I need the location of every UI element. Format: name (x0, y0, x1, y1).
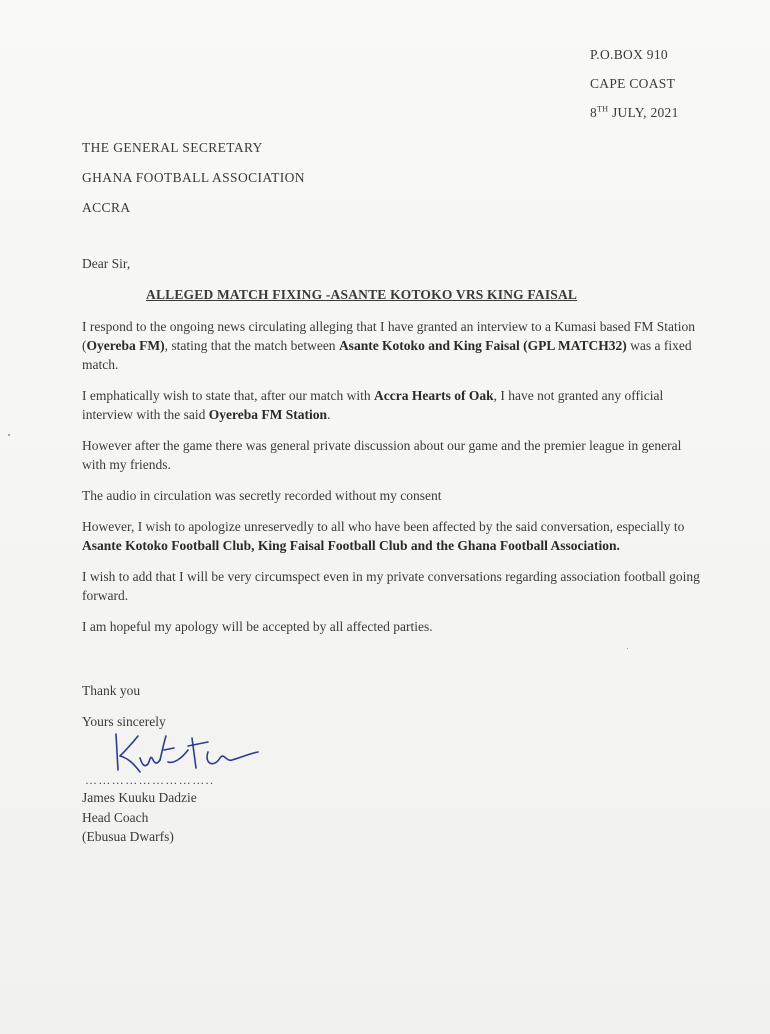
p1-bold-match: Asante Kotoko and King Faisal (GPL MATCH32) (338, 338, 627, 353)
p2-text-c: , I have not granted any official interview with the said (82, 388, 664, 422)
p1-bold-station: Oyereba FM) (86, 338, 165, 353)
scan-speck (627, 648, 628, 649)
paragraph-6: I wish to add that I will be very circumspect even in my private conversations regarding association football going forward. (82, 569, 700, 603)
letter-body (82, 317, 707, 648)
handwritten-signature (108, 728, 268, 778)
signature-line: ……………………….. (85, 773, 215, 787)
salutation: Dear Sir, (82, 256, 131, 271)
p5-text-a: However, I wish to apologize unreservedly to all who have been affected by the said conversation, especially to (82, 519, 685, 534)
paragraph-3: However after the game there was general private discussion about our game and the premier league in general with my friends. (82, 438, 682, 472)
scan-speck (8, 434, 10, 436)
subject-heading: ALLEGED MATCH FIXING -ASANTE KOTOKO VRS KING FAISAL (146, 287, 578, 302)
paragraph-7: I am hopeful my apology will be accepted by all affected parties. (82, 619, 433, 634)
signatory-block (82, 788, 197, 847)
sender-city: CAPE COAST (590, 76, 676, 91)
p1-text-a: I respond to the ongoing news circulating alleging that I have granted an interview to a Kumasi based FM Station ( (82, 319, 695, 353)
signatory-club: (Ebusua Dwarfs) (82, 829, 174, 844)
paragraph-1 (82, 317, 707, 374)
p2-text-a: I emphatically wish to state that, after our match with (82, 388, 375, 403)
p1-text-e: was a fixed match. (82, 338, 692, 372)
recipient-line-1: THE GENERAL SECRETARY (82, 140, 263, 155)
paragraph-4: The audio in circulation was secretly recorded without my consent (82, 488, 442, 503)
recipient-address (82, 133, 305, 223)
p2-bold-club: Accra Hearts of Oak (374, 388, 494, 403)
paragraph-5 (82, 517, 707, 555)
paragraph-2 (82, 386, 707, 424)
signatory-name: James Kuuku Dadzie (82, 790, 197, 805)
date-suffix: TH (597, 104, 609, 114)
closing-thanks: Thank you (82, 683, 141, 698)
recipient-line-3: ACCRA (82, 200, 131, 215)
p2-text-e: . (326, 407, 331, 422)
p5-bold-parties: Asante Kotoko Football Club, King Faisal Football Club and the Ghana Football Association. (82, 538, 620, 553)
sender-po-box: P.O.BOX 910 (590, 47, 668, 62)
closing-sign-off: Yours sincerely (82, 714, 166, 729)
letter-date (590, 98, 679, 127)
date-day: 8 (590, 105, 598, 120)
signatory-title: Head Coach (82, 809, 149, 825)
recipient-line-2: GHANA FOOTBALL ASSOCIATION (82, 170, 305, 185)
p1-text-c: , stating that the match between (164, 338, 339, 353)
sender-address (590, 40, 679, 127)
p2-bold-station: Oyereba FM Station (208, 407, 327, 422)
date-rest: JULY, 2021 (608, 105, 679, 120)
